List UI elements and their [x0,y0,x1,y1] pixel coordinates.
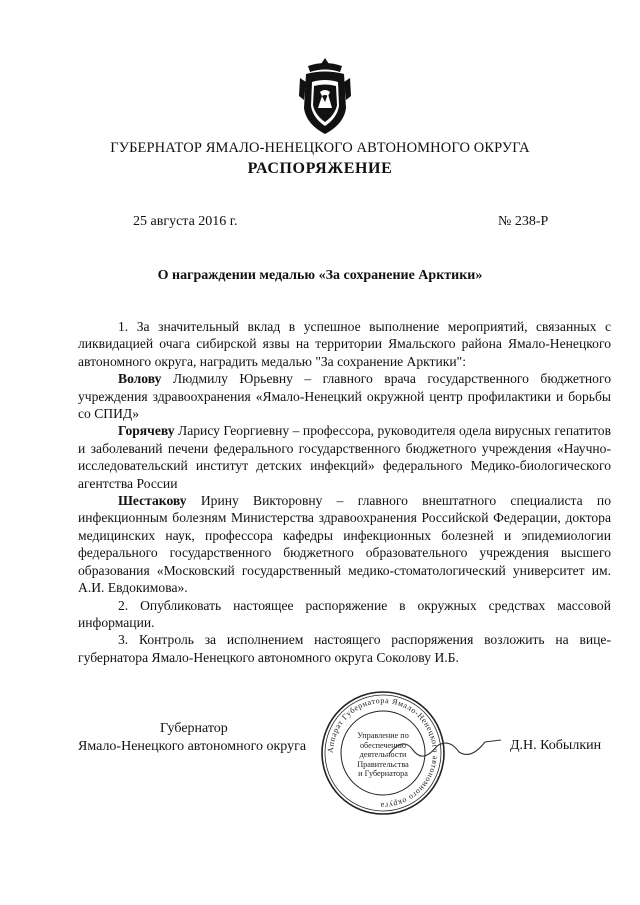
stamp-line: Правительства [357,759,409,769]
document-number: № 238-Р [498,214,549,229]
position-line-1: Губернатор [160,721,228,736]
document-subject: О награждении медалью «За сохранение Арктики» [157,268,483,283]
stamp-line: деятельности [359,750,407,760]
stamp-line: обеспечению [359,740,407,750]
award-text: Ирину Викторовну – главного внештатного специалиста по инфекционным болезням Министерства здравоохранения Российской Федерации, доктора медицинских наук, профессора кафедры инфекционных болезней и эпидемиологии федерального государственного бюджетного образовательного учреждения высшего образования «Московский государственный медико-стоматологический университет им. А.И. Евдокимова». [78,493,611,596]
stamp-line: Управление по [357,731,409,740]
document-body [78,318,611,666]
signatory-name: Д.Н. Кобылкин [510,738,602,753]
signatory-position [78,720,318,756]
document-type: РАСПОРЯЖЕНИЕ [247,160,393,177]
award-text: Ларису Георгиевну – профессора, руководителя одела вирусных гепатитов и заболеваний печени федерального государственного бюджетного учреждения «Научно-исследовательский институт детских инфекций» федерального Медико-биологического агентства России [78,423,611,491]
paragraph-3: 3. Контроль за исполнением настоящего распоряжения возложить на вице-губернатора Ямало-Ненецкого автономного округа Соколову И.Б. [78,632,611,665]
stamp-line: и Губернатора [358,769,408,779]
stamp-ring-text: Аппарат Губернатора Ямало-Ненецкого автономного округа [325,695,441,811]
award-text: Людмилу Юрьевну – главного врача государственного бюджетного учреждения здравоохранения «Ямало-Ненецкий окружной центр профилактики и борьбы со СПИД» [78,371,611,422]
award-name: Горячеву [118,423,175,439]
award-name: Шестакову [118,493,187,509]
document-date: 25 августа 2016 г. [133,214,238,229]
award-item-2 [78,422,611,492]
paragraph-2: 2. Опубликовать настоящее распоряжение в окружных средствах массовой информации. [78,597,611,630]
award-item-3 [78,492,611,596]
position-line-2: Ямало-Ненецкого автономного округа [78,739,307,754]
paragraph-1: 1. За значительный вклад в успешное выполнение мероприятий, связанных с ликвидацией очага сибирской язвы на территории Ямальского района Ямало-Ненецкого автономного округа, наградить медалью "За сохранение Арктики": [78,319,611,369]
governor-title: ГУБЕРНАТОР ЯМАЛО-НЕНЕЦКОГО АВТОНОМНОГО ОКРУГА [110,140,530,156]
award-item-1 [78,370,611,422]
award-name: Волову [118,371,162,387]
handwritten-signature-icon [385,732,505,762]
coat-of-arms-icon [298,56,352,136]
